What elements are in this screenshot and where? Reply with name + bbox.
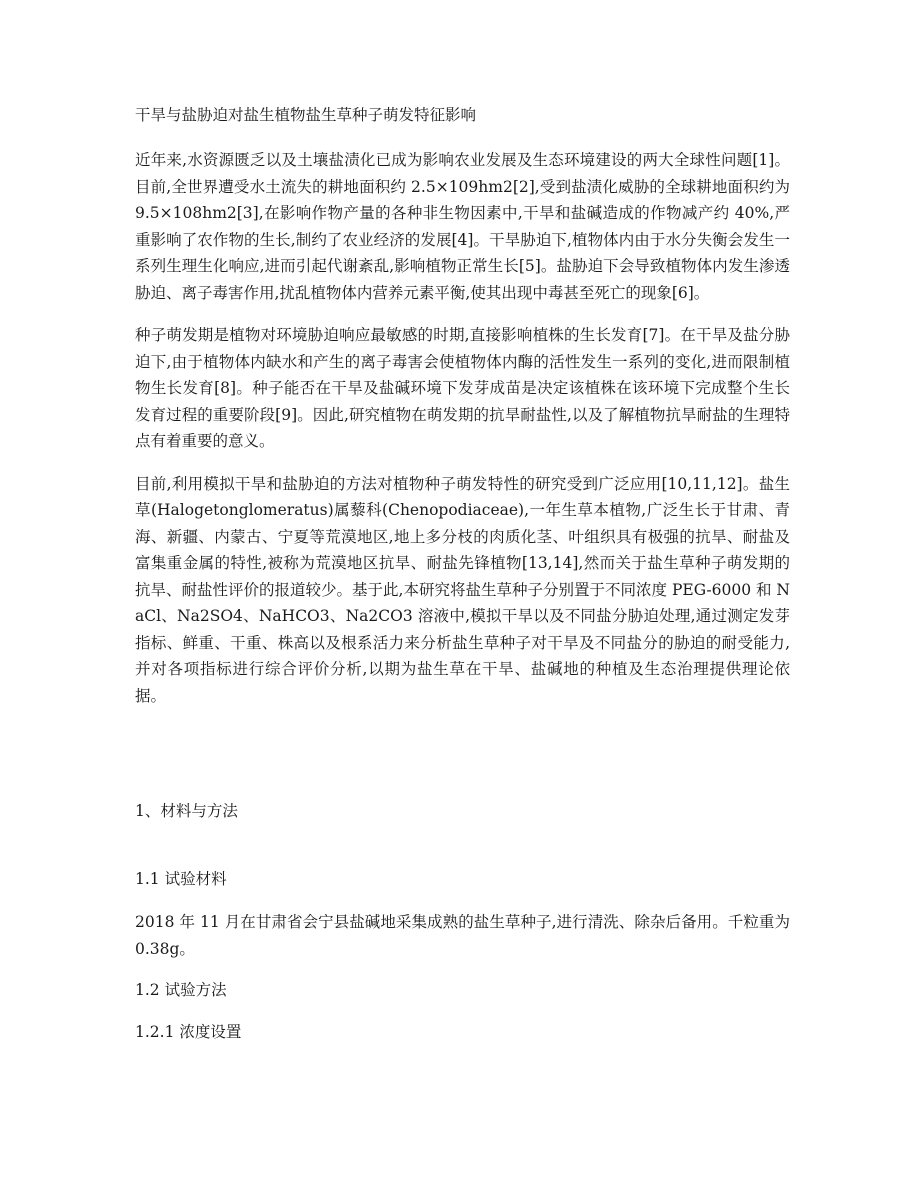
section-heading-methods: 1.2 试验方法 xyxy=(135,981,227,999)
paragraph-materials: 2018 年 11 月在甘肃省会宁县盐碱地采集成熟的盐生草种子,进行清洗、除杂后备用。千粒重为 0.38g。 xyxy=(135,913,790,958)
section-heading-concentration: 1.2.1 浓度设置 xyxy=(135,1023,242,1041)
document-title: 干旱与盐胁迫对盐生植物盐生草种子萌发特征影响 xyxy=(135,106,477,124)
paragraph-intro: 近年来,水资源匮乏以及土壤盐渍化已成为影响农业发展及生态环境建设的两大全球性问题[1]。目前,全世界遭受水土流失的耕地面积约 2.5×109hm2[2],受到盐渍化威胁的全球耕地面积约为 9.5×108hm2[3],在影响作物产量的各种非生物因素中,干旱和盐碱造成的作物减产约 40%,严重影响了农作物的生长,制约了农业经济的发展[4]。干旱胁迫下,植物体内由于水分失衡会发生一系列生理生化响应,进而引起代谢紊乱,影响植物正常生长[5]。盐胁迫下会导致植物体内发生渗透胁迫、离子毒害作用,扰乱植物体内营养元素平衡,使其出现中毒甚至死亡的现象[6]。 xyxy=(135,151,790,302)
section-heading-materials: 1.1 试验材料 xyxy=(135,870,227,888)
paragraph-germination: 种子萌发期是植物对环境胁迫响应最敏感的时期,直接影响植株的生长发育[7]。在干旱及盐分胁迫下,由于植物体内缺水和产生的离子毒害会使植物体内酶的活性发生一系列的变化,进而限制植物生长发育[8]。种子能否在干旱及盐碱环境下发芽成苗是决定该植株在该环境下完成整个生长发育过程的重要阶段[9]。因此,研究植物在萌发期的抗旱耐盐性,以及了解植物抗旱耐盐的生理特点有着重要的意义。 xyxy=(135,326,790,450)
section-heading-materials-methods: 1、材料与方法 xyxy=(135,802,238,820)
paragraph-research: 目前,利用模拟干旱和盐胁迫的方法对植物种子萌发特性的研究受到广泛应用[10,11,12]。盐生草(Halogetonglomeratus)属藜科(Chenopodiaceae),一年生草本植物,广泛生长于甘肃、青海、新疆、内蒙古、宁夏等荒漠地区,地上多分枝的肉质化茎、叶组织具有极强的抗旱、耐盐及富集重金属的特性,被称为荒漠地区抗旱、耐盐先锋植物[13,14],然而关于盐生草种子萌发期的抗旱、耐盐性评价的报道较少。基于此,本研究将盐生草种子分别置于不同浓度 PEG-6000 和 NaCl、Na2SO4、NaHCO3、Na2CO3 溶液中,模拟干旱以及不同盐分胁迫处理,通过测定发芽指标、鲜重、干重、株高以及根系活力来分析盐生草种子对干旱及不同盐分的胁迫的耐受能力,并对各项指标进行综合评价分析,以期为盐生草在干旱、盐碱地的种植及生态治理提供理论依据。 xyxy=(135,474,790,705)
